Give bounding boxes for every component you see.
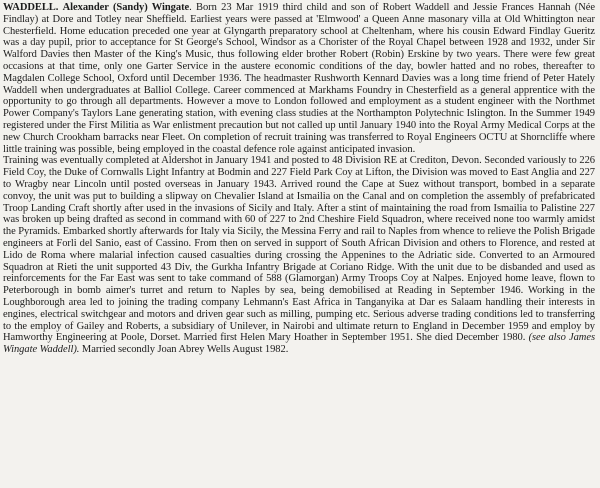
biography-paragraph-career: [3, 155, 595, 356]
see-also-reference: (see also James Wingate Waddell).: [3, 332, 595, 356]
career-text: Training was eventually completed at Aldershot in January 1941 and posted to 48 Division RE at Crediton, Devon. Seconded variously to 226 Field Coy, the Duke of Cornwalls Light Infantry at Bodmin and 227 Field Park Coy at Lifton, the Division was moved to East Anglia and 227 to Wragby near Lincoln until posted overseas in January 1943. Arrived round the Cape at Suez without transport, bombed in a separate convoy, the unit was put to building a slipway on Chevalier Island at Ismailia on the Canal and on completion the assembly of prefabricated Troop Landing Craft shortly after used in the invasions of Sicily and Italy. After a stint of maintaining the road from Ismailia to Palistine 227 was broken up being drafted as second in command with 60 of 227 to 2nd Cheshire Field Squadron, where received none too warmly amidst the Pyramids. Embarked shortly afterwards for Italy via Sicily, the Messina Ferry and rail to Naples from whence to relieve the Polish Brigade engineers at Forli del Sanio, east of Cassino. From then on served in support of South African Division and others to Florence, and rested at Lido de Roma where malarial infection caused casualties during crossing the Appenines to the Adriatic side. Converted to an Armoured Squadron at Rieti the unit supported 43 Div, the Gurkha Infantry Brigade at Coriano Ridge. With the unit due to be disbanded and used as reinforcements for the Far East was sent to take command of 588 (Glamorgan) Army Troops Coy at Nalpes. Enjoyed home leave, flown to Peterborough in bomb aimer's turret and return to Naples by sea, being demobilised at Reading in September 1946. Working in the Loughborough area led to joining the trading company Lehmann's East Africa in Tanganyika at Dar es Salaam handling their interests in engines, electrical switchgear and motors and driven gear such as milling, pumping etc. Serious adverse trading conditions led to transferring to the employ of Gailey and Roberts, a subsidiary of Unilever, in Nairobi and ultimate return to England in December 1959 and employ by Hamworthy Engineering at Poole, Dorset. Married first Helen Mary Hoather in September 1951. She died December 1980.: [3, 155, 595, 344]
biography-paragraph-early-life: [3, 2, 595, 155]
early-life-text: . Born 23 Mar 1919 third child and son of Robert Waddell and Jessie Frances Hannah (Née Findlay) at Dore and Totley near Sheffield. Earliest years were passed at 'Elmwood' a Queen Anne masonary villa at Old Whittington near Chesterfield. Home education preceded one year at Glyngarth preparatory school at Cheltenham, where his cousin Edward Findlay Gueritz was a day pupil, prior to acceptance for St George's School, Windsor as a Chorister of the Royal Chapel between 1928 and 1932, under Sir Walford Davies then Master of the King's Music, thus following elder brother Robert (Robin) Erskine by two years. There were few great occasions at that time, only one Garter Service in the austere economic conditions of the day, bowler hatted and no robes, thereafter to Magdalen College School, Oxford until December 1936. The headmaster Rushworth Kennard Davies was a long time friend of Peter Hately Waddell when undergraduates at Balliol College. Career commenced at Markhams Foundry in Chesterfield as a general apprentice with the opportunity to go through all departments. However a move to London followed and employment as a student engineer with the Northmet Power Company's Taylors Lane generating station, with evening class studies at the Northampton Polytechnic Islington. In the Summer 1949 registered under the First Militia as War enlistment precaution but not called up until January 1940 into the Royal Army Medical Corps at the new Church Crookham barracks near Fleet. On completion of recruit training was transferred to Royal Engineers OCTU at Shorncliffe where little training was possible, being employed in the coastal defence role against anticipated invasion.: [3, 2, 595, 155]
entry-surname: WADDELL.: [3, 2, 59, 13]
entry-full-name: Alexander (Sandy) Wingate: [62, 2, 190, 13]
closing-text: Married secondly Joan Abrey Wells August 1982.: [81, 344, 289, 356]
biography-entry: [3, 2, 595, 486]
